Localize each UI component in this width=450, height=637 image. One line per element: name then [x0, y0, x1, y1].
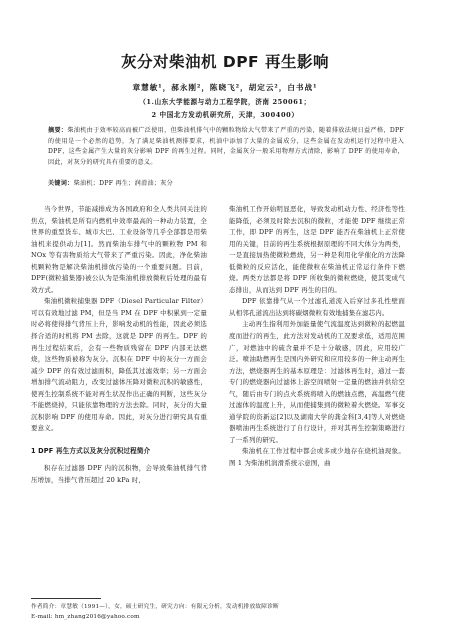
affiliation-line-1: （1.山东大学能源与动力工程学院，济南 250061；	[139, 98, 311, 106]
keywords-text: 柴油机；DPF 再生；润滑油；灰分	[73, 180, 174, 187]
right-column	[229, 204, 405, 470]
keywords-label: 关键词：	[48, 180, 74, 187]
section-heading: 1 DPF 再生方式以及灰分沉积过程简介	[31, 446, 151, 455]
body-paragraph: 柴油机在工作过程中都会或多或少地存在烧机油现象。图 1 为柴油机润滑系统示意图，曲	[229, 447, 405, 468]
body-paragraph: 当今世界，节能减排成为各国政府和全人类共同关注的焦点，柴油机是所有内燃机中效率最高的一种动力装置，全世界的重型货车、城市大巴、工业设备等几乎全部都是用柴油机来提供动力[1]。然而柴油车排气中的颗粒物 PM 和 NOx 等有害物质给大气带来了严重污染。因此，净化柴油机颗粒物是解决柴油机排放污染的一个重要问题。目前，DPF(微粒捕集器)被公认为是柴油机排放微粒后处理的最有效方式。	[31, 205, 207, 294]
abstract-label: 摘要：	[48, 127, 68, 134]
abstract-text: 柴油机由于效率较高而被广泛使用，但柴油机排气中的颗粒物给大气带来了严重的污染，随着排放法规日益严格，DPF的使用是一个必然的趋势，为了满足柴油机测排要求，机油中添加了大量的金属成分，这些金属在发动机运行过程中进入DPF，这些金属产生大量的灰分影响 DPF 的再生过程。同时，金属灰分一般采用物理方式清除，影响了 DPF 的使用寿命，因此，对灰分的研究具有重要的意义。	[48, 127, 404, 166]
body-paragraph: 柴油机微粒捕集器 DPF（Diesel Particular Filter）可以有效地过滤 PM，但是当 PM 在 DPF 中积累到一定量时必将使得排气背压上升，影响发动机的性能，因此必须选择合适的时机将 PM 去除，这就是 DPF 的再生。DPF 的再生过程结束后，会有一些物质残留在 DPF 内部无法燃烧，这些物质被称为灰分。沉积在 DPF 中的灰分一方面会减少 DPF 的有效过滤面积，降低其过滤效率；另一方面会增加排气流动阻力，改变过滤体压降对微粒沉积的敏感性，使再生控制系统不能对再生状况作出正确的判断，这些灰分不能燃烧掉，只能依靠物理的方法去除。同时，灰分的大量沉积影响 DPF 的使用寿命。因此，对灰分进行研究具有重要意义。	[31, 297, 207, 433]
footnote	[31, 602, 411, 622]
abstract	[48, 126, 404, 168]
body-paragraph: DPF 依靠排气从一个过滤孔道流入后穿过多孔性壁面从相邻孔道流出达到将碳烟微粒有效地捕集在滤芯内。	[229, 297, 405, 317]
author-list: 章慧敏¹，郝永刚²，陈晓飞²，胡定云²，白书战¹	[132, 83, 318, 92]
footnote-author-bio: 作者简介：章慧敏（1991—），女，硕士研究生，研究方向：有限元分析，发动机排放故障诊断	[31, 604, 279, 610]
body-paragraph: 积存在过滤器 DPF 内的沉积物，会导致柴油机排气背压增加，当排气背压超过 20 kPa 时，	[31, 464, 207, 485]
keywords	[48, 179, 404, 190]
paper-title: 灰分对柴油机 DPF 再生影响	[120, 53, 330, 71]
footnote-divider	[31, 598, 101, 599]
left-column	[31, 204, 207, 487]
affiliation-line-2: 2 中国北方发动机研究所，天津，300400）	[151, 111, 299, 119]
body-paragraph: 主动再生指利用外加能量使气流温度达到微粒的起燃温度而进行的再生，此方法对发动机的工况要求低，适用范围广，对燃油中的硫含量并不是十分敏感，因此，应用较广泛。喷油助燃再生是国内外研究和应用较多的一种主动再生方法，燃烧器再生的基本原理是：过滤体再生时，通过一套专门的燃烧器向过滤体上游空间喷射一定量的燃油并供给空气，随后由专门的点火系统将喷入的燃油点燃，高温燃气使过滤体的温度上升，从而使捕集到的微粒着火燃烧。军事交通学院的资新运[2]以及湖南大学的龚金科[3,4]等人对燃烧器喷油再生系统进行了自行设计，并对其再生控制策略进行了一系列的研究。	[229, 320, 405, 444]
body-paragraph: 柴油机工作开始明显恶化，导致发动机动力性、经济性等性能降低，必须及时除去沉积的微粒，才能使 DPF 继续正常工作，即 DPF 的再生，这是 DPF 能否在柴油机上正常使用的关键，目前的再生系统根据原理的不同大体分为两类，一是直接加热使微粒燃烧，另一种是利用化学催化的方法降低微粒的反应活化，能使微粒在柴油机正常运行条件下燃烧。两类方法都是将 DPF 所收集的微粒燃烧，使其变成气态排出，从而达到 DPF 再生的目的。	[229, 205, 405, 294]
footnote-email: E-mail: hm_zhang2016@yahoo.com	[31, 614, 140, 620]
